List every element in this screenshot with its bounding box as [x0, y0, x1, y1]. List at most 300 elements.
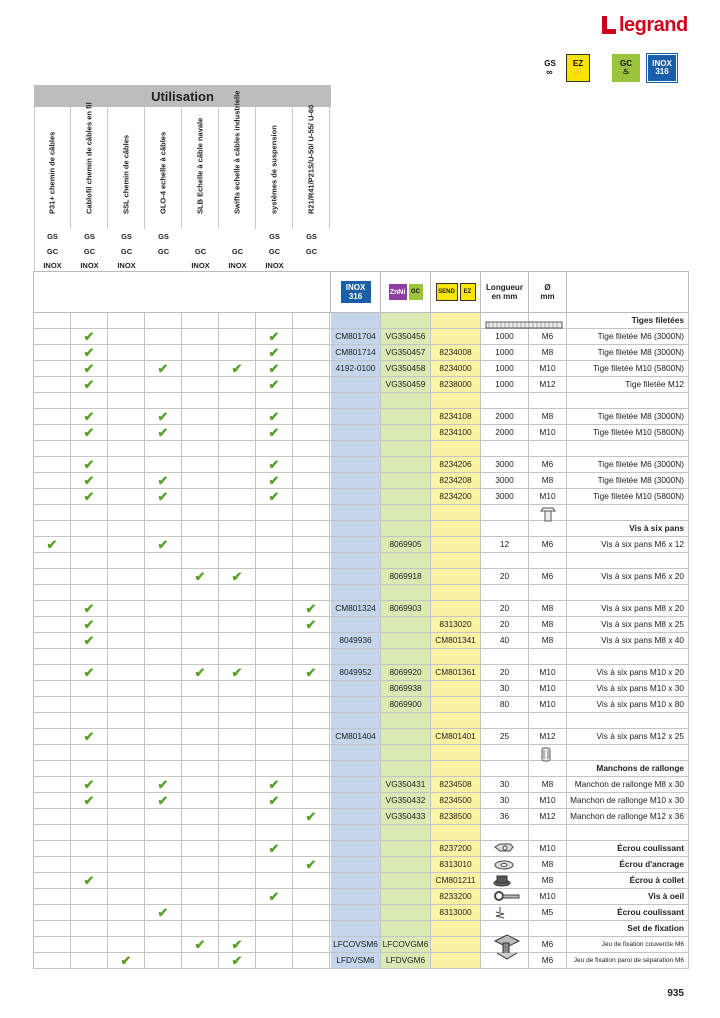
utilisation-cell	[293, 697, 330, 712]
inox-cell	[331, 569, 381, 584]
utilisation-cell	[34, 313, 71, 328]
dia-cell	[529, 441, 567, 456]
check-icon: ✔	[157, 409, 169, 424]
utilisation-cell	[293, 761, 330, 776]
utilisation-cell	[182, 713, 219, 728]
table-row	[34, 953, 689, 969]
dia-cell: M8	[529, 473, 567, 488]
utilisation-cell	[108, 697, 145, 712]
utilisation-cell	[145, 377, 182, 392]
utilisation-cell	[145, 457, 182, 472]
utilisation-cell	[182, 393, 219, 408]
finish-code: GS	[306, 232, 317, 241]
utilisation-cell	[145, 857, 182, 872]
inox-badge	[647, 54, 677, 82]
utilisation-cell	[71, 889, 108, 904]
finish-code: INOX	[117, 261, 136, 270]
utilisation-cell	[256, 697, 293, 712]
ez-cell	[431, 953, 481, 968]
description-cell: Tige filetée M12	[567, 377, 689, 392]
utilisation-cell	[71, 505, 108, 520]
utilisation-column-label: Cablofil chemin de câbles en fil	[84, 102, 94, 214]
header-diameter	[529, 272, 567, 312]
ez-cell	[431, 569, 481, 584]
utilisation-cell	[145, 553, 182, 568]
utilisation-cell	[145, 521, 182, 536]
utilisation-cell	[108, 569, 145, 584]
ez-cell	[431, 681, 481, 696]
utilisation-title: Utilisation	[34, 85, 331, 107]
ez-cell	[431, 601, 481, 616]
description-cell: Tige filetée M10 (5800N)	[567, 489, 689, 504]
ez-cell	[431, 313, 481, 328]
ez-cell: 8234008	[431, 345, 481, 360]
utilisation-cell	[182, 729, 219, 744]
utilisation-cell	[182, 617, 219, 632]
utilisation-cell	[256, 409, 293, 424]
gs-badge-label: GS	[544, 59, 556, 68]
finish-code: GC	[231, 247, 244, 256]
table-row	[34, 537, 689, 553]
description-cell: Tige filetée M10 (5800N)	[567, 361, 689, 376]
description-cell	[567, 825, 689, 840]
utilisation-cell	[71, 809, 108, 824]
utilisation-cell	[182, 825, 219, 840]
zn-cell: VG350459	[381, 377, 431, 392]
utilisation-cell	[219, 329, 256, 344]
utilisation-cell	[256, 329, 293, 344]
utilisation-cell	[108, 409, 145, 424]
utilisation-cell	[108, 361, 145, 376]
table-row	[34, 361, 689, 377]
utilisation-cell	[71, 633, 108, 648]
utilisation-cell	[108, 345, 145, 360]
inox-cell	[331, 793, 381, 808]
utilisation-cell	[34, 729, 71, 744]
len-cell: 80	[481, 697, 529, 712]
utilisation-cell	[34, 937, 71, 952]
finish-code: GC	[46, 247, 59, 256]
ez-cell	[431, 329, 481, 344]
description-cell: Vis à six pans	[567, 521, 689, 536]
utilisation-cell	[71, 953, 108, 968]
inox-cell	[331, 489, 381, 504]
table-row	[34, 617, 689, 633]
check-icon: ✔	[83, 617, 95, 632]
table-row	[34, 873, 689, 889]
utilisation-cell	[145, 569, 182, 584]
ez-cell: CM801341	[431, 633, 481, 648]
table-row	[34, 409, 689, 425]
len-cell: 30	[481, 793, 529, 808]
ez-cell: CM801361	[431, 665, 481, 680]
check-icon: ✔	[268, 361, 280, 376]
inox-cell	[331, 681, 381, 696]
utilisation-cell	[34, 585, 71, 600]
utilisation-cell	[34, 665, 71, 680]
utilisation-cell	[256, 521, 293, 536]
len-cell	[481, 505, 529, 520]
header-inox-number: 316	[348, 292, 363, 301]
description-cell: Vis à six pans M6 x 12	[567, 537, 689, 552]
inox-cell	[331, 457, 381, 472]
gs-badge	[537, 54, 563, 82]
description-cell: Manchons de rallonge	[567, 761, 689, 776]
utilisation-cell	[108, 537, 145, 552]
inox-cell: CM801404	[331, 729, 381, 744]
check-icon: ✔	[83, 425, 95, 440]
utilisation-cell	[182, 425, 219, 440]
utilisation-cell	[182, 569, 219, 584]
utilisation-cell	[293, 569, 330, 584]
length-unit: en mm	[491, 292, 518, 301]
check-icon: ✔	[83, 601, 95, 616]
check-icon: ✔	[268, 841, 280, 856]
utilisation-cell	[71, 761, 108, 776]
finish-code	[182, 230, 219, 243]
utilisation-cell	[145, 537, 182, 552]
utilisation-cell	[219, 617, 256, 632]
check-icon: ✔	[157, 777, 169, 792]
dia-cell	[529, 649, 567, 664]
table-row	[34, 809, 689, 825]
inox-cell	[331, 377, 381, 392]
zn-cell: VG350431	[381, 777, 431, 792]
utilisation-cell	[293, 345, 330, 360]
description-cell: Manchon de rallonge M12 x 36	[567, 809, 689, 824]
check-icon: ✔	[83, 377, 95, 392]
check-icon: ✔	[157, 361, 169, 376]
inox-cell	[331, 553, 381, 568]
len-cell	[481, 825, 529, 840]
finish-code: INOX	[43, 261, 62, 270]
utilisation-cell	[108, 665, 145, 680]
table-row	[34, 857, 689, 873]
utilisation-cell	[219, 425, 256, 440]
utilisation-cell	[256, 681, 293, 696]
utilisation-cell	[219, 649, 256, 664]
utilisation-cell	[293, 553, 330, 568]
dia-cell: M6	[529, 953, 567, 968]
utilisation-cell	[145, 809, 182, 824]
utilisation-cell	[145, 665, 182, 680]
utilisation-cell	[71, 473, 108, 488]
utilisation-cell	[293, 905, 330, 920]
ez-cell: 8313000	[431, 905, 481, 920]
utilisation-column-header	[108, 107, 145, 229]
utilisation-cell	[34, 393, 71, 408]
dia-cell: M8	[529, 873, 567, 888]
utilisation-cell	[34, 681, 71, 696]
utilisation-cell	[293, 409, 330, 424]
table-row	[34, 665, 689, 681]
ez-cell	[431, 521, 481, 536]
inox-cell: CM801714	[331, 345, 381, 360]
utilisation-cell	[256, 873, 293, 888]
utilisation-cell	[219, 729, 256, 744]
dia-cell	[529, 713, 567, 728]
inox-cell	[331, 473, 381, 488]
zn-cell: 8069920	[381, 665, 431, 680]
utilisation-cell	[256, 905, 293, 920]
utilisation-cell	[108, 617, 145, 632]
utilisation-cell	[71, 649, 108, 664]
len-cell: 2000	[481, 409, 529, 424]
finish-code: GC	[305, 247, 318, 256]
utilisation-cell	[34, 841, 71, 856]
zn-cell	[381, 889, 431, 904]
utilisation-cell	[219, 505, 256, 520]
utilisation-cell	[108, 889, 145, 904]
ez-cell	[431, 585, 481, 600]
utilisation-cell	[293, 633, 330, 648]
table-row	[34, 345, 689, 361]
description-cell: Vis à six pans M8 x 25	[567, 617, 689, 632]
check-icon: ✔	[268, 425, 280, 440]
ez-icon: EZ	[460, 283, 476, 301]
utilisation-cell	[182, 777, 219, 792]
zn-cell	[381, 713, 431, 728]
send-icon: SEND	[436, 283, 458, 301]
utilisation-cell	[256, 825, 293, 840]
gs-loop-icon: ∞	[546, 67, 554, 77]
dia-cell: M12	[529, 729, 567, 744]
utilisation-cell	[182, 761, 219, 776]
inox-cell	[331, 761, 381, 776]
utilisation-cell	[108, 425, 145, 440]
zn-cell	[381, 585, 431, 600]
utilisation-cell	[219, 777, 256, 792]
table-row	[34, 377, 689, 393]
finish-code: GS	[121, 232, 132, 241]
inox-cell	[331, 313, 381, 328]
description-cell: Tige filetée M10 (5800N)	[567, 425, 689, 440]
gs-row	[34, 230, 330, 243]
dia-cell: M6	[529, 537, 567, 552]
utilisation-cell	[145, 681, 182, 696]
utilisation-cell	[145, 649, 182, 664]
zn-cell	[381, 921, 431, 936]
utilisation-cell	[219, 745, 256, 760]
description-cell: Écrou d'ancrage	[567, 857, 689, 872]
utilisation-column-header	[182, 107, 219, 229]
utilisation-cell	[182, 441, 219, 456]
utilisation-cell	[219, 473, 256, 488]
utilisation-cell	[182, 537, 219, 552]
page-number: 935	[667, 988, 684, 999]
utilisation-cell	[256, 345, 293, 360]
zn-cell	[381, 425, 431, 440]
utilisation-cell	[293, 601, 330, 616]
dia-cell: M6	[529, 937, 567, 952]
utilisation-cell	[293, 777, 330, 792]
utilisation-cell	[256, 649, 293, 664]
zn-cell: LFCOVGM6	[381, 937, 431, 952]
utilisation-cell	[219, 361, 256, 376]
utilisation-cell	[71, 329, 108, 344]
utilisation-cell	[219, 681, 256, 696]
len-cell	[481, 649, 529, 664]
utilisation-cell	[71, 489, 108, 504]
description-cell: Set de fixation	[567, 921, 689, 936]
dia-cell: M8	[529, 633, 567, 648]
utilisation-cell	[34, 361, 71, 376]
utilisation-cell	[34, 809, 71, 824]
finish-code: GS	[269, 232, 280, 241]
utilisation-cell	[34, 505, 71, 520]
utilisation-cell	[108, 873, 145, 888]
utilisation-cell	[256, 537, 293, 552]
inox-cell	[331, 921, 381, 936]
utilisation-cell	[108, 553, 145, 568]
zn-cell	[381, 473, 431, 488]
table-row	[34, 793, 689, 809]
utilisation-cell	[293, 713, 330, 728]
zn-cell	[381, 745, 431, 760]
utilisation-cell	[182, 953, 219, 968]
len-cell: 12	[481, 537, 529, 552]
ez-badge	[566, 54, 590, 82]
utilisation-cell	[71, 841, 108, 856]
description-cell: Vis à six pans M10 x 20	[567, 665, 689, 680]
utilisation-cell	[34, 553, 71, 568]
utilisation-cell	[145, 633, 182, 648]
utilisation-cell	[182, 697, 219, 712]
utilisation-cell	[219, 585, 256, 600]
check-icon: ✔	[231, 665, 243, 680]
utilisation-cell	[182, 489, 219, 504]
check-icon: ✔	[83, 665, 95, 680]
len-cell: 20	[481, 601, 529, 616]
len-cell: 40	[481, 633, 529, 648]
inox-cell: 8049936	[331, 633, 381, 648]
utilisation-cell	[256, 553, 293, 568]
utilisation-cell	[256, 441, 293, 456]
utilisation-cell	[293, 425, 330, 440]
coupler-icon	[540, 747, 552, 767]
utilisation-cell	[182, 665, 219, 680]
utilisation-cell	[34, 617, 71, 632]
utilisation-cell	[71, 377, 108, 392]
inox-cell	[331, 825, 381, 840]
check-icon: ✔	[157, 425, 169, 440]
utilisation-cell	[34, 473, 71, 488]
len-cell: 2000	[481, 425, 529, 440]
check-icon: ✔	[120, 953, 132, 968]
finish-code: INOX	[191, 261, 210, 270]
utilisation-cell	[182, 521, 219, 536]
table-row	[34, 569, 689, 585]
utilisation-cell	[71, 569, 108, 584]
zn-cell	[381, 857, 431, 872]
utilisation-cell	[34, 601, 71, 616]
utilisation-cell	[219, 889, 256, 904]
zn-cell: 8069900	[381, 697, 431, 712]
zn-cell	[381, 841, 431, 856]
description-cell: Tige filetée M6 (3000N)	[567, 457, 689, 472]
len-cell: 30	[481, 777, 529, 792]
dia-cell: M12	[529, 809, 567, 824]
check-icon: ✔	[305, 665, 317, 680]
utilisation-cell	[293, 441, 330, 456]
utilisation-cell	[256, 841, 293, 856]
table-row	[34, 457, 689, 473]
utilisation-cell	[145, 505, 182, 520]
ez-cell: 8233200	[431, 889, 481, 904]
ez-cell: 8234108	[431, 409, 481, 424]
description-cell: Manchon de rallonge M10 x 30	[567, 793, 689, 808]
utilisation-cell	[108, 793, 145, 808]
utilisation-cell	[145, 713, 182, 728]
utilisation-cell	[34, 921, 71, 936]
zn-cell	[381, 441, 431, 456]
utilisation-cell	[219, 921, 256, 936]
utilisation-cell	[182, 345, 219, 360]
utilisation-cell	[108, 729, 145, 744]
utilisation-cell	[34, 649, 71, 664]
utilisation-cell	[256, 921, 293, 936]
spacer-row	[34, 585, 689, 601]
utilisation-column-label: GLO-4 echelle à câbles	[158, 131, 168, 214]
utilisation-cell	[256, 761, 293, 776]
inox-cell	[331, 873, 381, 888]
utilisation-cell	[219, 441, 256, 456]
utilisation-column-header	[145, 107, 182, 229]
len-cell	[481, 521, 529, 536]
utilisation-cell	[256, 489, 293, 504]
ez-cell	[431, 745, 481, 760]
utilisation-cell	[256, 809, 293, 824]
inox-cell	[331, 409, 381, 424]
description-cell: Tige filetée M8 (3000N)	[567, 473, 689, 488]
utilisation-cell	[145, 937, 182, 952]
utilisation-cell	[256, 393, 293, 408]
utilisation-cell	[219, 841, 256, 856]
utilisation-cell	[145, 441, 182, 456]
ez-cell: CM801211	[431, 873, 481, 888]
utilisation-cell	[34, 873, 71, 888]
utilisation-cell	[256, 457, 293, 472]
inox-cell: 4192-0100	[331, 361, 381, 376]
dia-cell: M8	[529, 617, 567, 632]
header-description	[567, 272, 689, 312]
dia-cell: M8	[529, 345, 567, 360]
zn-cell: VG350456	[381, 329, 431, 344]
utilisation-cell	[293, 649, 330, 664]
utilisation-cell	[145, 777, 182, 792]
len-cell	[481, 393, 529, 408]
utilisation-cell	[145, 313, 182, 328]
inox-cell	[331, 905, 381, 920]
ez-cell	[431, 697, 481, 712]
finish-code: INOX	[265, 261, 284, 270]
check-icon: ✔	[83, 409, 95, 424]
product-table	[33, 271, 689, 969]
description-cell: Vis à six pans M6 x 20	[567, 569, 689, 584]
utilisation-cell	[256, 777, 293, 792]
utilisation-cell	[71, 601, 108, 616]
utilisation-cell	[108, 905, 145, 920]
inox-cell: CM801704	[331, 329, 381, 344]
utilisation-cell	[256, 729, 293, 744]
utilisation-cell	[219, 905, 256, 920]
utilisation-cell	[256, 633, 293, 648]
utilisation-cell	[182, 921, 219, 936]
utilisation-cell	[182, 745, 219, 760]
ez-cell: 8234500	[431, 793, 481, 808]
gc-row	[34, 245, 330, 258]
utilisation-cell	[145, 953, 182, 968]
